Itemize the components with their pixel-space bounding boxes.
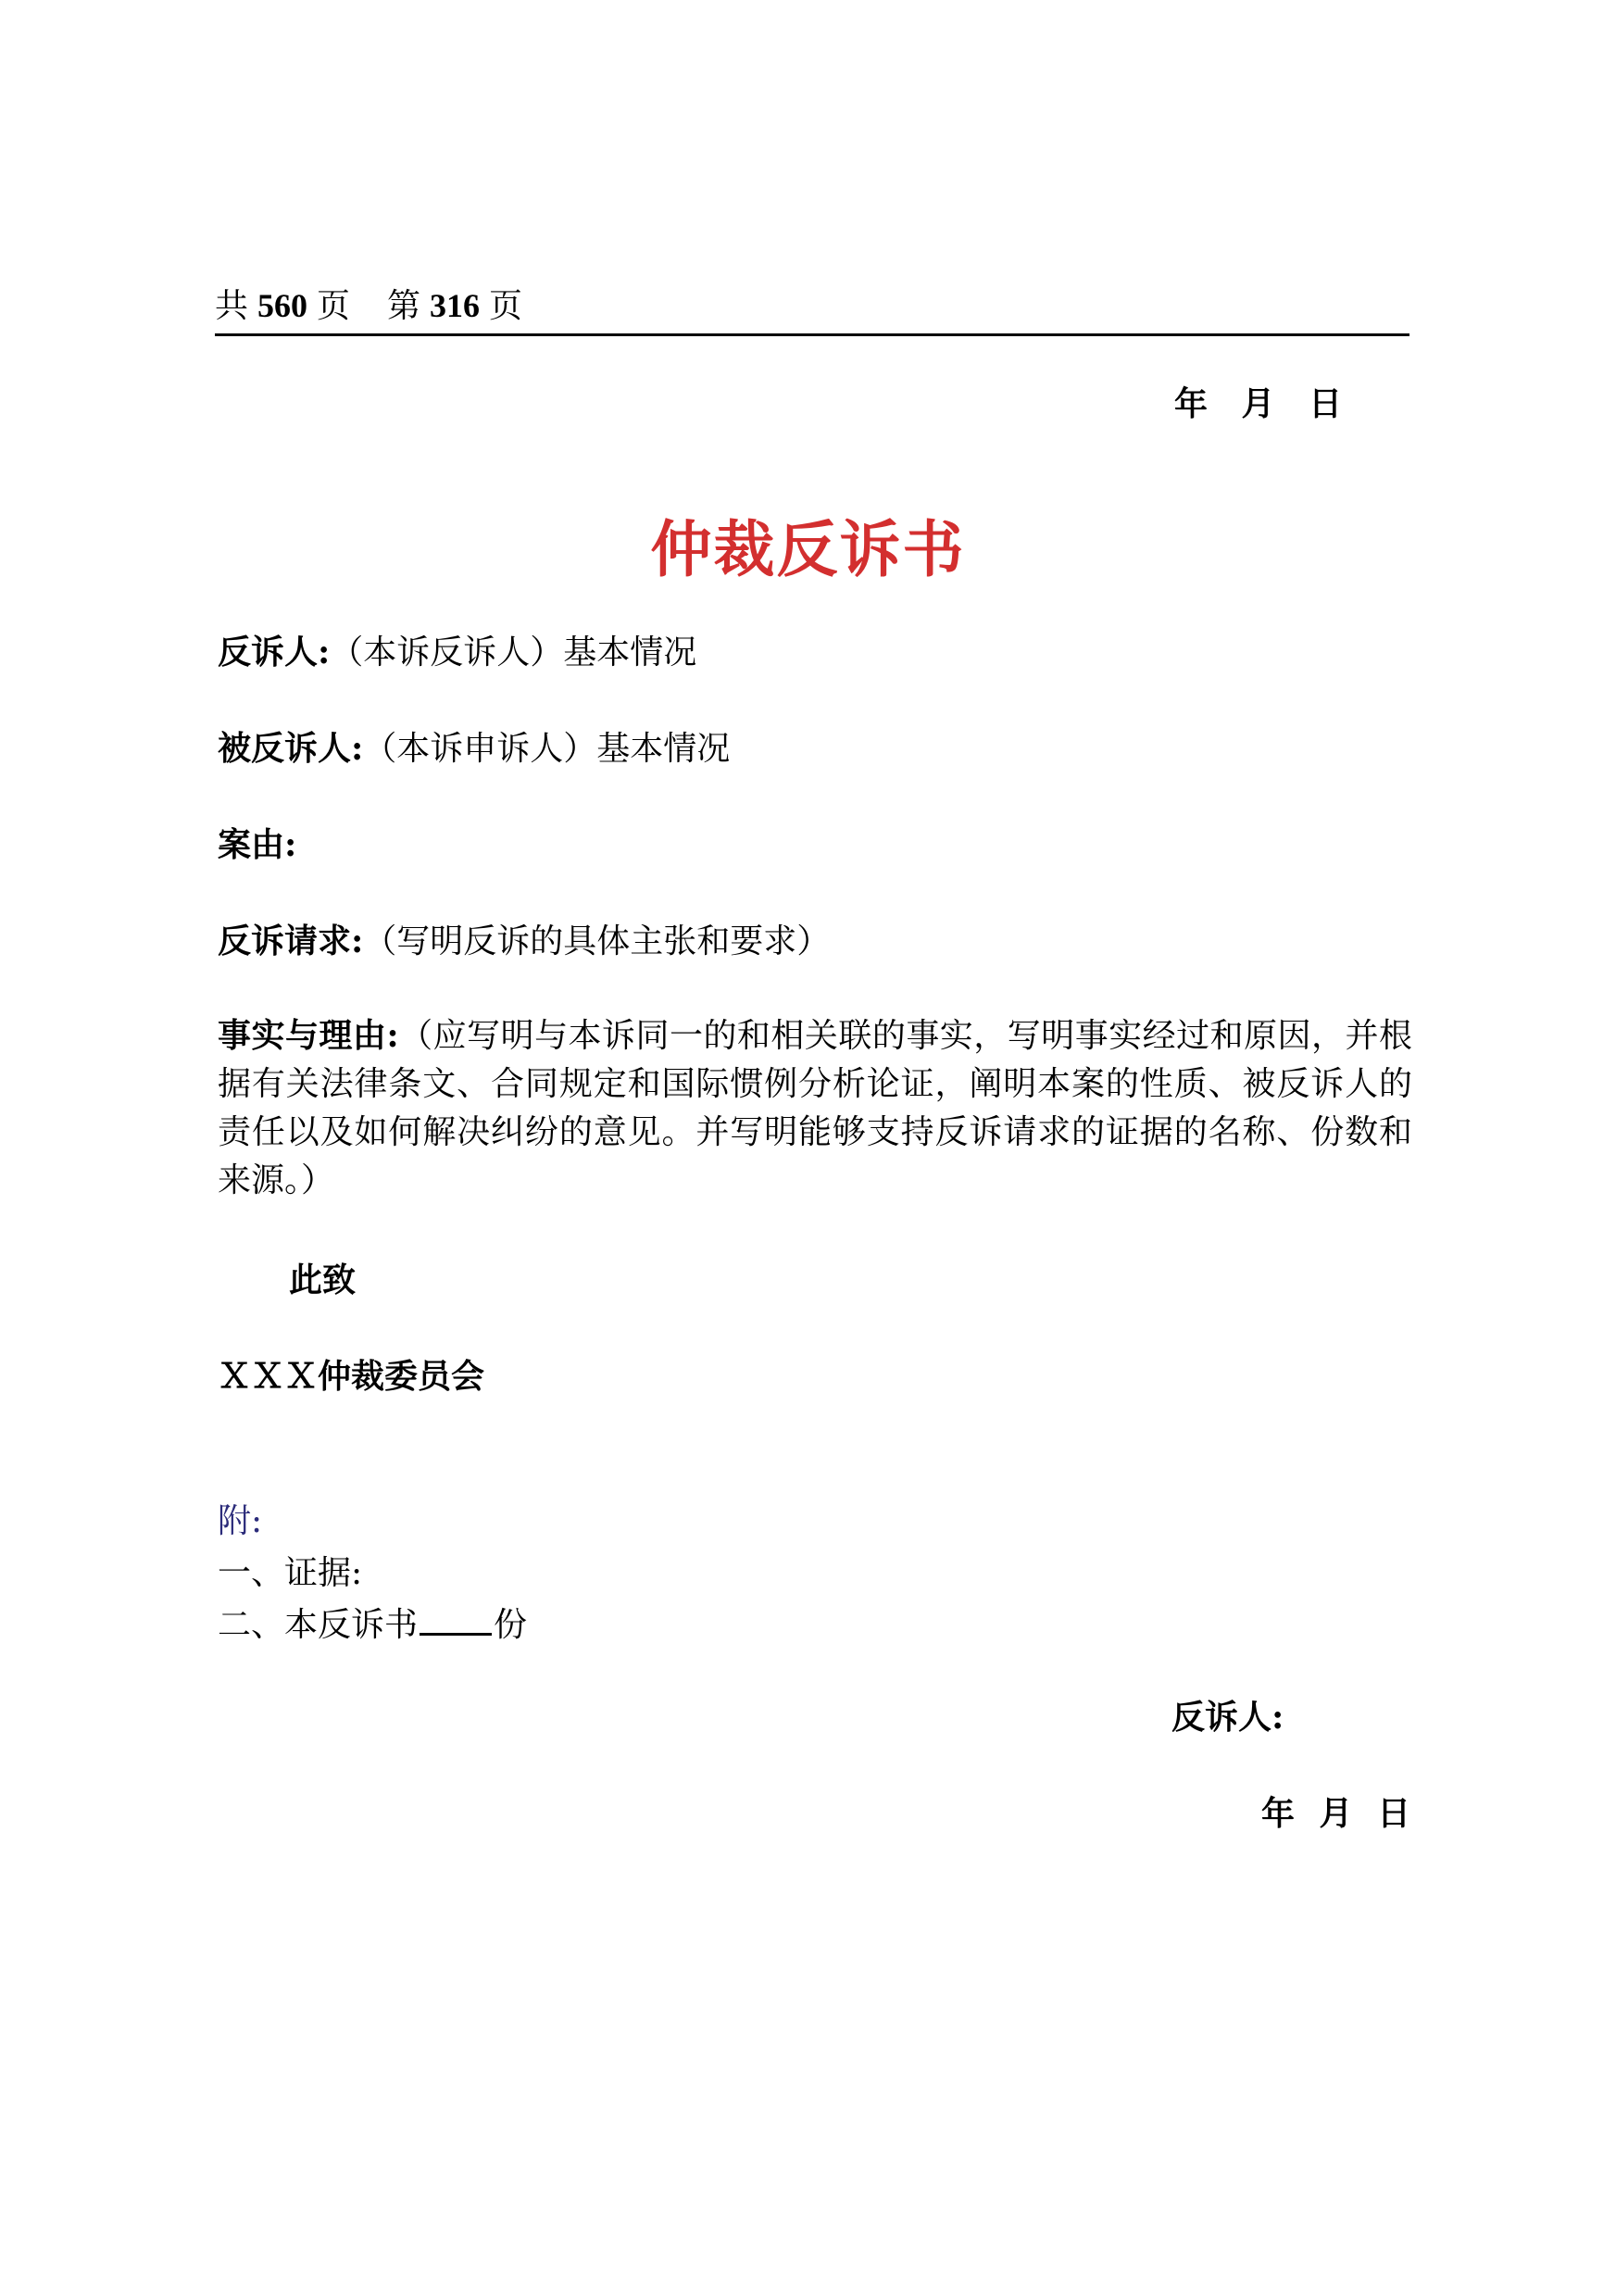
- date-top: 年 月 日: [1174, 384, 1343, 423]
- attachment-item-2-prefix: 二、本反诉书: [218, 1606, 419, 1644]
- attachment-heading: 附:: [218, 1502, 263, 1540]
- claims-line: [218, 915, 830, 962]
- facts-label: 事实与理由:: [218, 1016, 399, 1055]
- document-title: 仲裁反诉书: [650, 513, 966, 585]
- signature-label: 反诉人:: [1171, 1698, 1284, 1737]
- counter-claimant-value: （本诉反诉人）基本情况: [330, 634, 697, 671]
- claims-label: 反诉请求:: [218, 922, 364, 960]
- respondent-value: （本诉申诉人）基本情况: [363, 730, 731, 768]
- counter-claimant-label: 反诉人:: [218, 633, 331, 671]
- respondent-line: [218, 722, 730, 770]
- copies-blank: [420, 1605, 492, 1636]
- claims-value: （写明反诉的具体主张和要求）: [363, 922, 831, 960]
- page-header: [215, 278, 1409, 336]
- counter-claimant-line: [218, 626, 696, 673]
- facts-paragraph: [218, 1011, 1412, 1205]
- cause-label: 案由:: [218, 825, 297, 864]
- respondent-label: 被反诉人:: [218, 729, 364, 768]
- current-suffix: 页: [489, 287, 523, 325]
- attachment-item-2: [218, 1599, 527, 1646]
- attachment-item-2-suffix: 份: [494, 1606, 528, 1644]
- facts-value: （应写明与本诉同一的和相关联的事实，写明事实经过和原因，并根据有关法律条文、合同规定和国际惯例分析论证，阐明本案的性质、被反诉人的责任以及如何解决纠纷的意见。并写明能够支持反诉请求的证据的名称、份数和来源。）: [218, 1017, 1412, 1199]
- cause-line: [218, 819, 296, 866]
- salutation: 此致: [289, 1261, 357, 1299]
- current-page: 316: [430, 287, 481, 324]
- date-bottom: 年 月 日: [1261, 1794, 1411, 1833]
- current-prefix: 第: [387, 287, 421, 325]
- total-pages: 560: [257, 287, 308, 324]
- attachment-item-1: 一、证据:: [218, 1554, 363, 1592]
- recipient: ＸＸＸ仲裁委员会: [218, 1357, 485, 1396]
- total-prefix: 共: [215, 287, 249, 325]
- total-suffix: 页: [317, 287, 351, 325]
